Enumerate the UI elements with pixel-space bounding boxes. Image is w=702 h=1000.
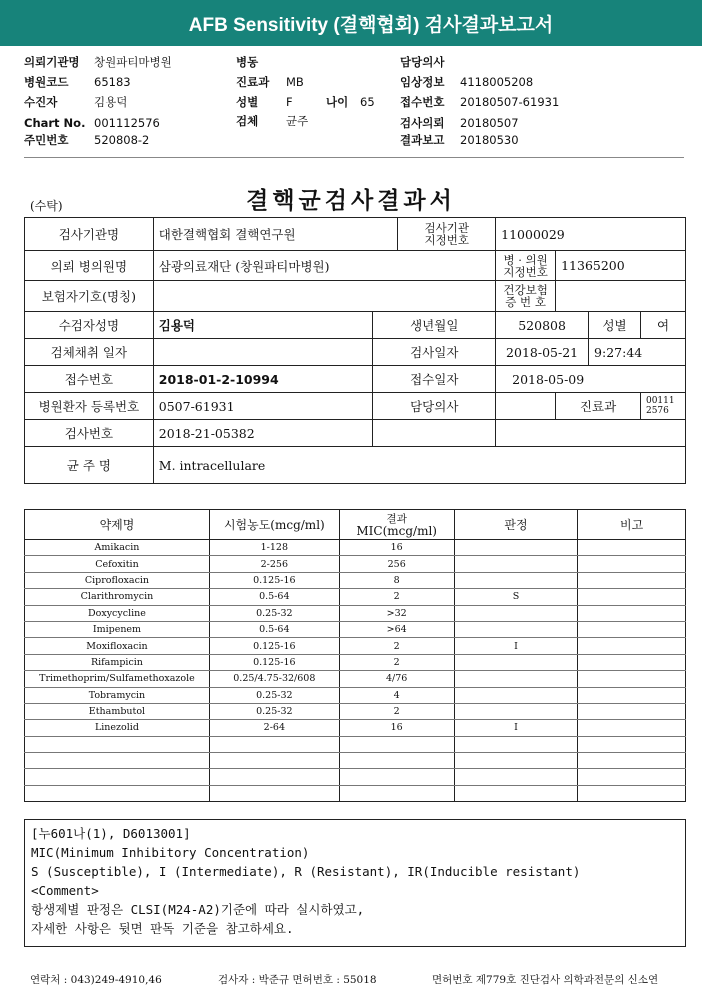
range-header: 시험농도(mcg/ml) (209, 510, 339, 540)
chart-label: Chart No. (24, 116, 86, 130)
test-info-table (24, 217, 686, 484)
report-header (0, 0, 702, 46)
health-label (496, 281, 556, 312)
chart-value: 001112576 (94, 116, 160, 130)
age-label: 나이 (326, 95, 349, 109)
table-row (25, 556, 686, 572)
resident-value: 520808-2 (94, 133, 150, 147)
cell-interp (454, 556, 578, 572)
interp-header: 판정 (454, 510, 578, 540)
mic-header (339, 510, 454, 540)
code-value: 65183 (94, 75, 131, 89)
dept-label: 진료과 (556, 393, 641, 420)
receipt-label: 접수번호 (25, 366, 154, 393)
table-row (25, 540, 686, 556)
cell-range (209, 736, 339, 752)
consignment-mark: (수탁) (30, 199, 63, 213)
cell-mic: >32 (339, 605, 454, 621)
test-no-value: 2018-21-05382 (153, 420, 373, 447)
health-value (556, 281, 686, 312)
resident-label: 주민번호 (24, 133, 69, 147)
drug-header: 약제명 (25, 510, 210, 540)
cell-mic (339, 753, 454, 769)
footer-license: 면허번호 제779호 진단검사 의학과전문의 신소연 (432, 974, 659, 986)
comment-line: <Comment> (31, 883, 99, 898)
slip-title: 결핵균검사결과서 (246, 187, 456, 214)
test-no-empty-2 (496, 420, 686, 447)
specimen-value: 균주 (286, 114, 309, 128)
test-date-value: 2018-05-21 (496, 339, 589, 366)
cell-range: 1-128 (209, 540, 339, 556)
code-label: 병원코드 (24, 75, 69, 89)
report-title: AFB Sensitivity (결핵협회) 검사결과보고서 (188, 14, 554, 36)
cell-note (578, 654, 686, 670)
cell-range (209, 769, 339, 785)
reg-label: 병원환자 등록번호 (25, 393, 154, 420)
cell-drug: Linezolid (25, 720, 210, 736)
cell-drug: Amikacin (25, 540, 210, 556)
clinical-value: 4118005208 (460, 75, 534, 89)
cell-note (578, 556, 686, 572)
cell-drug: Ciprofloxacin (25, 572, 210, 588)
health-label-line2: 증 번 호 (505, 295, 546, 309)
cell-note (578, 769, 686, 785)
receipt-value: 20180507-61931 (460, 95, 560, 109)
cell-interp (454, 785, 578, 801)
report-value: 20180530 (460, 133, 519, 147)
cell-drug: Clarithromycin (25, 589, 210, 605)
collect-value (153, 339, 373, 366)
req-no-value: 11365200 (556, 251, 686, 281)
collect-label: 검체채취 일자 (25, 339, 154, 366)
inst-label: 검사기관명 (25, 218, 154, 251)
cell-range: 2-256 (209, 556, 339, 572)
cell-range: 0.25-32 (209, 605, 339, 621)
cell-interp (454, 621, 578, 637)
comment-line: 자세한 사항은 뒷면 판독 기준을 참고하세요. (31, 921, 294, 936)
cell-range: 0.25-32 (209, 703, 339, 719)
birth-value: 520808 (496, 312, 589, 339)
cell-mic: 4 (339, 687, 454, 703)
cell-mic (339, 736, 454, 752)
cell-drug: Rifampicin (25, 654, 210, 670)
cell-mic: >64 (339, 621, 454, 637)
table-row (25, 736, 686, 752)
cell-drug: Cefoxitin (25, 556, 210, 572)
cell-interp (454, 769, 578, 785)
birth-label: 생년월일 (373, 312, 496, 339)
cell-interp (454, 687, 578, 703)
cell-drug: Moxifloxacin (25, 638, 210, 654)
cell-note (578, 540, 686, 556)
comment-box (24, 819, 686, 947)
doctor-label: 담당의사 (373, 393, 496, 420)
mic-header-line1: 결과 (386, 512, 407, 525)
sex-value: F (286, 95, 293, 109)
cell-note (578, 687, 686, 703)
cell-drug: Trimethoprim/Sulfamethoxazole (25, 671, 210, 687)
table-row (25, 605, 686, 621)
cell-drug (25, 753, 210, 769)
cell-mic: 8 (339, 572, 454, 588)
req-no-label (496, 251, 556, 281)
cell-interp (454, 753, 578, 769)
doctor-value (496, 393, 556, 420)
reg-value: 0507-61931 (153, 393, 373, 420)
cell-mic: 2 (339, 589, 454, 605)
cell-interp (454, 671, 578, 687)
inst-no-value: 11000029 (496, 218, 686, 251)
dept-label: 진료과 (236, 75, 270, 89)
comment-line: S (Susceptible), I (Intermediate), R (Resistant), IR(Inducible resistant) (31, 864, 581, 879)
table-row (25, 753, 686, 769)
test-date-label: 검사일자 (373, 339, 496, 366)
dept-value: 001112576 (640, 393, 685, 420)
cell-note (578, 638, 686, 654)
inst-no-label-line1: 검사기관 (424, 221, 469, 235)
cell-interp (454, 736, 578, 752)
cell-note (578, 703, 686, 719)
receipt-value: 2018-01-2-10994 (153, 366, 373, 393)
cell-note (578, 621, 686, 637)
cell-drug: Ethambutol (25, 703, 210, 719)
request-value: 20180507 (460, 116, 519, 130)
cell-interp (454, 572, 578, 588)
inst-value: 대한결핵협회 결핵연구원 (153, 218, 398, 251)
inst-no-label (398, 218, 496, 251)
req-no-label-line1: 병 · 의원 (503, 252, 548, 267)
cell-drug: Doxycycline (25, 605, 210, 621)
patient-value: 김용덕 (94, 95, 128, 109)
cell-range: 0.25/4.75-32/608 (209, 671, 339, 687)
cell-mic: 16 (339, 720, 454, 736)
table-row (25, 621, 686, 637)
hospital-value: 창원파티마병원 (94, 55, 172, 69)
mic-header-line2: MIC(mcg/ml) (356, 523, 437, 538)
cell-range: 0.5-64 (209, 589, 339, 605)
footer-contact: 연락처 : 043)249-4910,46 (30, 974, 162, 986)
cell-note (578, 605, 686, 621)
req-no-label-line2: 지정번호 (503, 264, 548, 279)
table-row (25, 671, 686, 687)
name-value: 김용덕 (153, 312, 373, 339)
receipt-date-value: 2018-05-09 (496, 366, 686, 393)
sex-label: 성별 (236, 95, 259, 109)
clinical-label: 임상정보 (400, 75, 445, 89)
cell-mic: 2 (339, 638, 454, 654)
table-row (25, 720, 686, 736)
cell-note (578, 720, 686, 736)
cell-mic: 2 (339, 654, 454, 670)
strain-label: 균 주 명 (25, 447, 154, 484)
dept-value: MB (286, 75, 304, 89)
comment-line: 항생제별 판정은 CLSI(M24-A2)기준에 따라 실시하였고, (31, 902, 365, 917)
name-label: 수검자성명 (25, 312, 154, 339)
table-row (25, 654, 686, 670)
cell-interp (454, 605, 578, 621)
report-label: 결과보고 (400, 133, 445, 147)
cell-note (578, 589, 686, 605)
comment-line: [누601나(1), D6013001] (31, 826, 191, 841)
req-hosp-label: 의뢰 병의원명 (25, 251, 154, 281)
cell-mic: 16 (339, 540, 454, 556)
cell-range: 0.125-16 (209, 572, 339, 588)
divider (24, 157, 684, 158)
test-no-empty-1 (373, 420, 496, 447)
cell-interp (454, 540, 578, 556)
comment-line: MIC(Minimum Inhibitory Concentration) (31, 845, 310, 860)
cell-mic: 256 (339, 556, 454, 572)
test-time-value: 9:27:44 (589, 339, 686, 366)
sex-value: 여 (640, 312, 685, 339)
table-row (25, 638, 686, 654)
cell-note (578, 736, 686, 752)
specimen-label: 검체 (236, 114, 259, 128)
cell-range: 2-64 (209, 720, 339, 736)
receipt-label: 접수번호 (400, 95, 445, 109)
patient-label: 수진자 (24, 95, 58, 109)
footer-examiner: 검사자 : 박준규 면허번호 : 55018 (218, 974, 377, 986)
cell-interp (454, 654, 578, 670)
doctor-label: 담당의사 (400, 55, 445, 69)
cell-range: 0.5-64 (209, 621, 339, 637)
ward-label: 병동 (236, 55, 259, 69)
request-label: 검사의뢰 (400, 116, 445, 130)
table-row (25, 572, 686, 588)
cell-interp: I (454, 720, 578, 736)
table-row (25, 589, 686, 605)
hospital-label: 의뢰기관명 (24, 55, 80, 69)
inst-no-label-line2: 지정번호 (424, 233, 469, 247)
cell-drug (25, 785, 210, 801)
cell-range (209, 753, 339, 769)
insured-label: 보험자기호(명칭) (25, 281, 154, 312)
table-row (25, 703, 686, 719)
susceptibility-table (24, 509, 686, 802)
cell-note (578, 572, 686, 588)
cell-drug (25, 769, 210, 785)
cell-note (578, 753, 686, 769)
cell-note (578, 671, 686, 687)
insured-value (153, 281, 495, 312)
cell-drug: Tobramycin (25, 687, 210, 703)
cell-mic (339, 769, 454, 785)
cell-drug (25, 736, 210, 752)
age-value: 65 (360, 95, 375, 109)
strain-value: M. intracellulare (153, 447, 685, 484)
cell-range: 0.25-32 (209, 687, 339, 703)
cell-range: 0.125-16 (209, 638, 339, 654)
req-hosp-value: 삼광의료재단 (창원파티마병원) (153, 251, 495, 281)
sex-label: 성별 (589, 312, 641, 339)
cell-interp (454, 703, 578, 719)
cell-interp: I (454, 638, 578, 654)
health-label-line1: 건강보험 (503, 283, 548, 297)
cell-drug: Imipenem (25, 621, 210, 637)
cell-note (578, 785, 686, 801)
cell-interp: S (454, 589, 578, 605)
cell-mic (339, 785, 454, 801)
receipt-date-label: 접수일자 (373, 366, 496, 393)
cell-mic: 2 (339, 703, 454, 719)
table-row (25, 785, 686, 801)
test-no-label: 검사번호 (25, 420, 154, 447)
cell-mic: 4/76 (339, 671, 454, 687)
table-row (25, 687, 686, 703)
cell-range: 0.125-16 (209, 654, 339, 670)
table-row (25, 769, 686, 785)
cell-range (209, 785, 339, 801)
note-header: 비고 (578, 510, 686, 540)
